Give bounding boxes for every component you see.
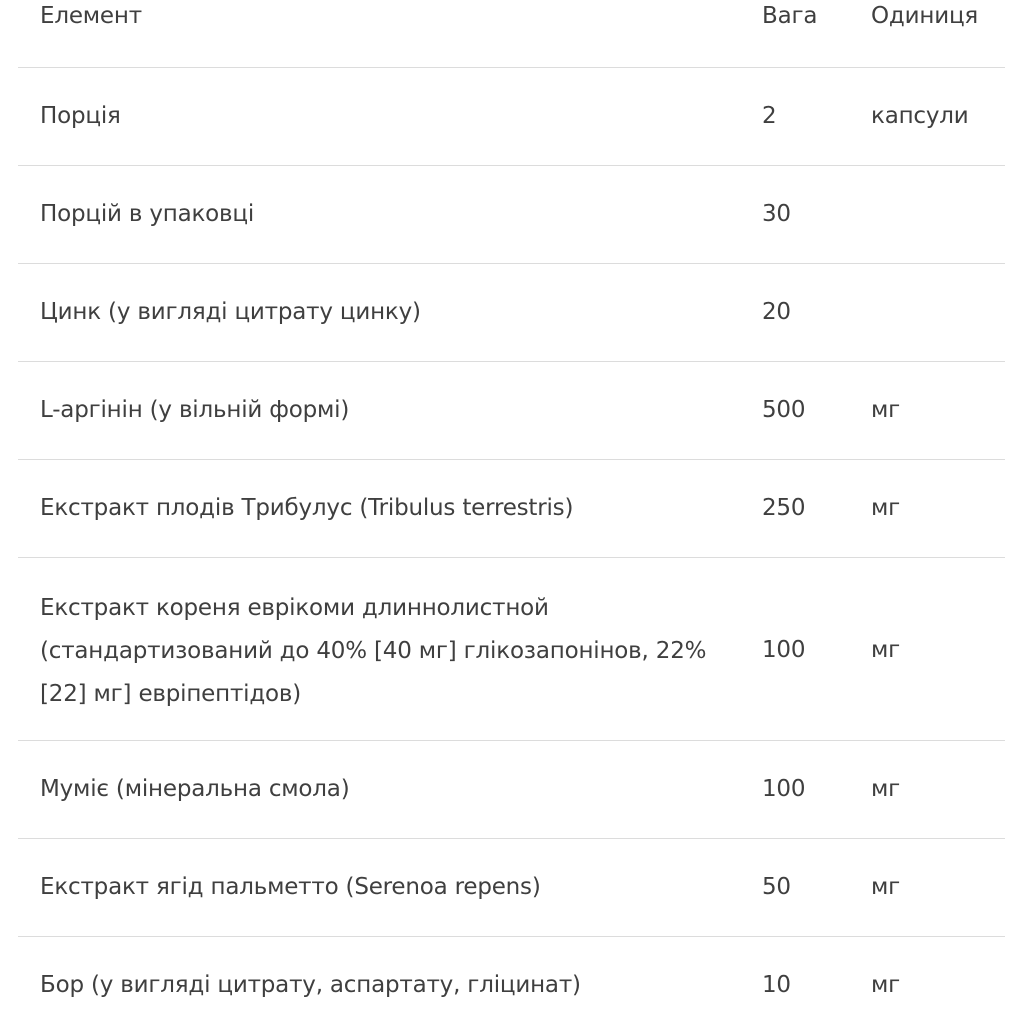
header-element: Елемент (40, 3, 142, 29)
row-weight: 250 (762, 495, 806, 521)
row-unit: мг (871, 874, 901, 900)
row-weight: 30 (762, 201, 791, 227)
row-unit: капсули (871, 103, 969, 129)
row-name: Екстракт ягід пальметто (Serenoa repens) (40, 874, 541, 900)
row-weight: 100 (762, 637, 806, 663)
row-weight: 10 (762, 972, 791, 998)
row-name: Муміє (мінеральна смола) (40, 776, 350, 802)
row-unit: мг (871, 495, 901, 521)
row-name: Порцій в упаковці (40, 201, 255, 227)
row-weight: 100 (762, 776, 806, 802)
table-row (18, 839, 1005, 937)
table-row (18, 460, 1005, 558)
row-unit: мг (871, 637, 901, 663)
row-name: Порція (40, 103, 121, 129)
row-weight: 50 (762, 874, 791, 900)
row-unit: мг (871, 972, 901, 998)
row-weight: 2 (762, 103, 777, 129)
table-row (18, 264, 1005, 362)
row-name: Цинк (у вигляді цитрату цинку) (40, 299, 421, 325)
table-header-row (18, 0, 1005, 68)
table-row (18, 68, 1005, 166)
row-weight: 500 (762, 397, 806, 423)
table-row (18, 558, 1005, 741)
row-unit: мг (871, 776, 901, 802)
row-unit: мг (871, 397, 901, 423)
row-name: L-аргінін (у вільній формі) (40, 397, 350, 423)
header-weight: Вага (762, 3, 818, 29)
header-unit: Одиниця (871, 3, 979, 29)
nutrition-table (18, 0, 1005, 1027)
row-weight: 20 (762, 299, 791, 325)
table-row (18, 937, 1005, 1027)
row-name: Бор (у вигляді цитрату, аспартату, гліцинат) (40, 972, 581, 998)
row-name: Екстракт кореня еврікоми длиннолистной (стандартизований до 40% [40 мг] глікозапонінов, 22% [22] мг] еврiпептiдов) (40, 595, 707, 707)
table-row (18, 741, 1005, 839)
table-row (18, 362, 1005, 460)
row-name: Екстракт плодів Трибулус (Tribulus terrestris) (40, 495, 574, 521)
table-row (18, 166, 1005, 264)
